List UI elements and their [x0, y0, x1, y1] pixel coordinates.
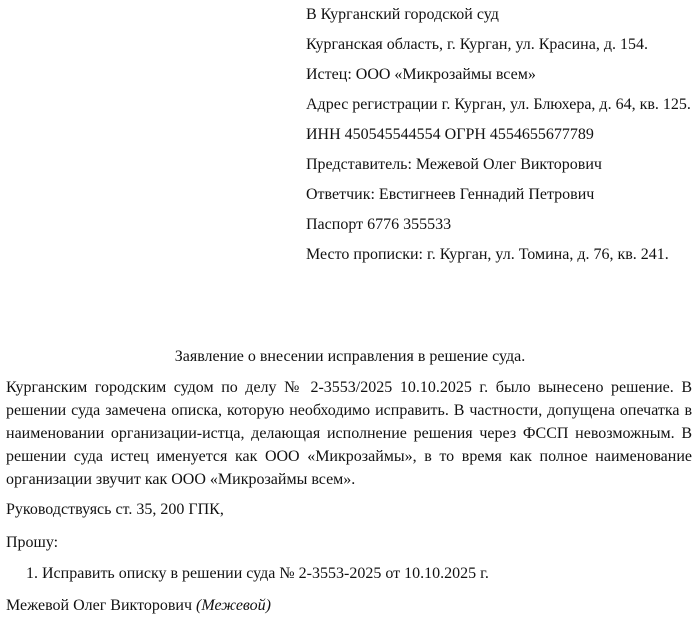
document-title: Заявление о внесении исправления в решение суда.: [174, 348, 526, 365]
court-name: В Курганский городской суд: [306, 6, 499, 23]
signature-line: [6, 595, 692, 617]
passport: Паспорт 6776 355533: [306, 216, 452, 233]
signature-mark: (Межевой): [196, 597, 271, 614]
residence: Место прописки: г. Курган, ул. Томина, д. 76, кв. 241.: [306, 246, 669, 263]
signer-name: Межевой Олег Викторович: [6, 597, 193, 614]
defendant: Ответчик: Евстигнеев Геннадий Петрович: [306, 186, 595, 203]
document-body: [6, 376, 692, 617]
request-item: 1. Исправить описку в решении суда № 2-3553-2025 от 10.10.2025 г.: [26, 565, 489, 582]
plaintiff: Истец: ООО «Микрозаймы всем»: [306, 66, 536, 83]
request-intro: Прошу:: [6, 534, 59, 551]
representative: Представитель: Межевой Олег Викторович: [306, 156, 602, 173]
addressee-block: [306, 4, 692, 274]
legal-basis: Руководствуясь ст. 35, 200 ГПК,: [6, 501, 224, 518]
request-list: [6, 563, 692, 585]
court-address: Курганская область, г. Курган, ул. Красина, д. 154.: [306, 36, 648, 53]
plaintiff-address: Адрес регистрации г. Курган, ул. Блюхера, д. 64, кв. 125.: [306, 96, 691, 113]
plaintiff-ids: ИНН 450545544554 ОГРН 4554655677789: [306, 126, 594, 143]
main-paragraph: Курганским городским судом по делу № 2-3553/2025 10.10.2025 г. было вынесено решение. В решении суда замечена описка, которую необходимо исправить. В частности, допущена опечатка в наименовании организации-истца, делающая исполнение решения через ФССП невозможным. В решении суда истец именуется как ООО «Микрозаймы», в то время как полное наименование организации звучит как ООО «Микрозаймы всем».: [6, 379, 692, 488]
